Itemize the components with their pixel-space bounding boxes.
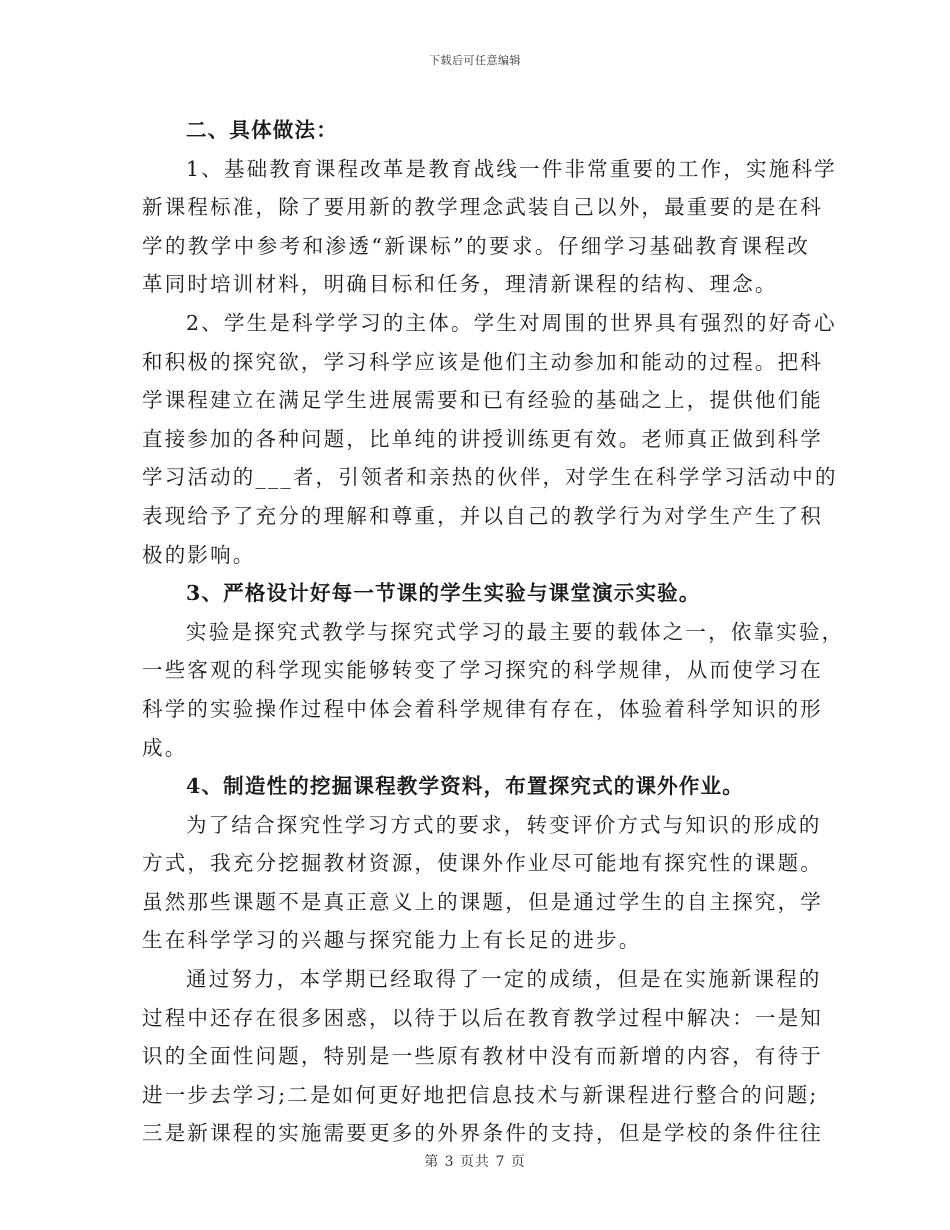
paragraph-2-line: 2、学生是科学学习的主体。学生对周围的世界具有强烈的好奇心 (186, 310, 837, 335)
heading-3: 3、严格设计好每一节课的学生实验与课堂演示实验。 (186, 581, 701, 606)
paragraph-1-line: 革同时培训材料，明确目标和任务，理清新课程的结构、理念。 (142, 272, 778, 297)
paragraph-5-line: 识的全面性问题，特别是一些原有教材中没有而新增的内容，有待于 (142, 1044, 823, 1069)
paragraph-4-line: 为了结合探究性学习方式的要求，转变评价方式与知识的形成的 (186, 812, 822, 837)
paragraph-2-line: 学习活动的___者，引领者和亲热的伙伴，对学生在科学学习活动中的 (142, 465, 838, 490)
paragraph-3-line: 科学的实验操作过程中体会着科学规律有存在，体验着科学知识的形 (142, 696, 823, 721)
paragraph-4-line: 生在科学学习的兴趣与探究能力上有长足的进步。 (142, 928, 642, 953)
paragraph-5-line: 过程中还存在很多困惑，以待于以后在教育教学过程中解决：一是知 (142, 1005, 823, 1030)
paragraph-4-line: 虽然那些课题不是真正意义上的课题，但是通过学生的自主探究，学 (142, 889, 823, 914)
paragraph-4-line: 方式，我充分挖掘教材资源，使课外作业尽可能地有探究性的课题。 (142, 851, 823, 876)
paragraph-3-line: 一些客观的科学现实能够转变了学习探究的科学规律，从而使学习在 (142, 658, 823, 683)
section-title: 二、具体做法： (186, 118, 338, 142)
paragraph-5-line: 三是新课程的实施需要更多的外界条件的支持，但是学校的条件往往 (142, 1121, 823, 1146)
document-body (142, 111, 845, 1153)
page-number: 第 3 页共 7 页 (424, 1154, 526, 1170)
page-header: 下载后可任意编辑 (429, 54, 521, 67)
paragraph-3-line: 实验是探究式教学与探究式学习的最主要的载体之一，依靠实验， (186, 619, 845, 644)
paragraph-5-line: 通过努力，本学期已经取得了一定的成绩，但是在实施新课程的 (186, 967, 822, 992)
paragraph-2-line: 极的影响。 (142, 542, 256, 567)
paragraph-2-line: 学课程建立在满足学生进展需要和已有经验的基础之上，提供他们能 (142, 388, 823, 413)
paragraph-2-line: 表现给予了充分的理解和尊重，并以自己的教学行为对学生产生了积 (142, 503, 823, 528)
paragraph-2-line: 直接参加的各种问题，比单纯的讲授训练更有效。老师真正做到科学 (142, 426, 823, 451)
paragraph-2-line: 和积极的探究欲，学习科学应该是他们主动参加和能动的过程。把科 (142, 349, 823, 374)
paragraph-3-line: 成。 (142, 735, 188, 760)
paragraph-1-line: 1、基础教育课程改革是教育战线一件非常重要的工作，实施科学 (186, 156, 837, 181)
heading-4: 4、制造性的挖掘课程教学资料，布置探究式的课外作业。 (186, 774, 744, 799)
paragraph-5-line: 进一步去学习;二是如何更好地把信息技术与新课程进行整合的问题; (142, 1082, 819, 1107)
paragraph-1-line: 学的教学中参考和渗透“新课标”的要求。仔细学习基础教育课程改 (142, 233, 810, 258)
paragraph-1-line: 新课程标准，除了要用新的教学理念武装自己以外，最重要的是在科 (142, 195, 823, 220)
